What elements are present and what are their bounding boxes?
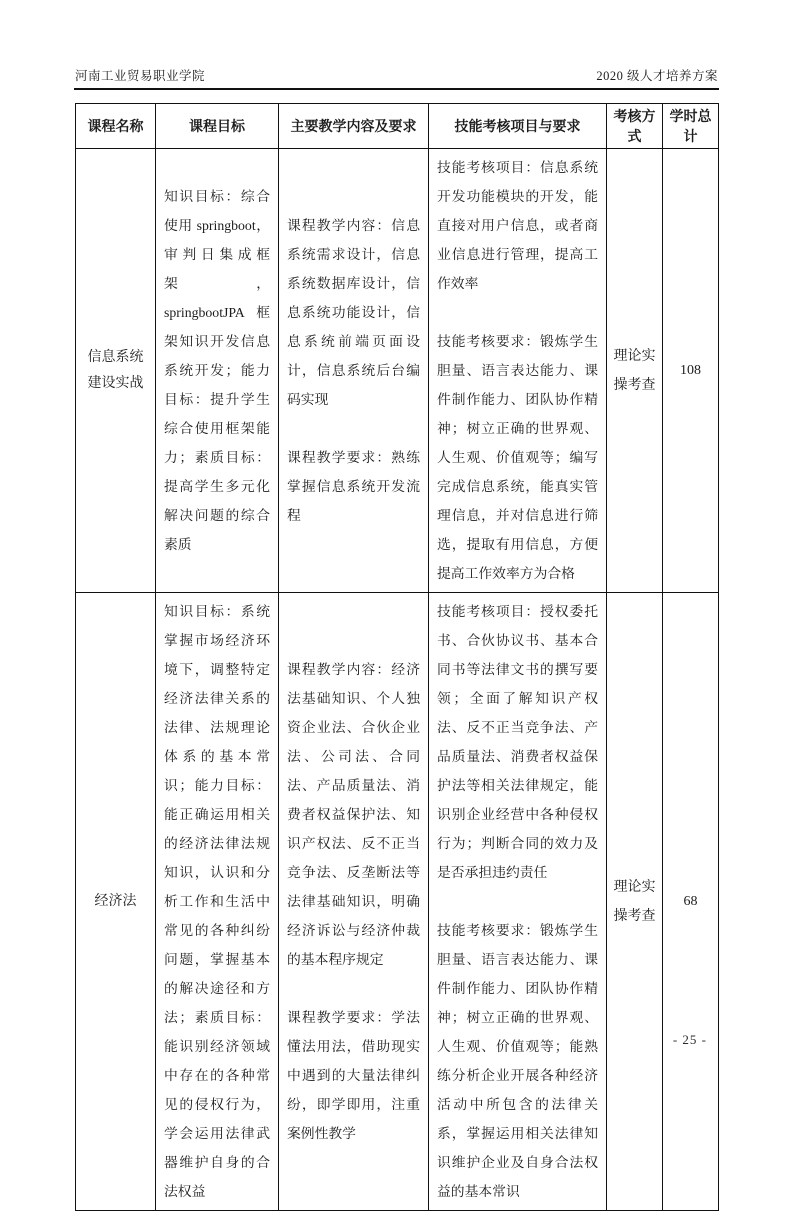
col-header-skill-assessment: 技能考核项目与要求 [429,104,607,149]
col-header-assessment-method: 考核方式 [607,104,663,149]
assessment-requirement-text: 技能考核要求：锻炼学生胆量、语言表达能力、课件制作能力、团队协作精神；树立正确的世界观、人生观、价值观等；编写完成信息系统，能真实管理信息，并对信息进行筛选，提取有用信息，方便提高工作效率方为合格 [437,334,598,581]
objectives-text: 知识目标：综合使用 springboot，审判日集成框架，springbootJPA 框架知识开发信息系统开发；能力目标：提升学生综合使用框架能力；素质目标：提高学生多元化解决问题的综合素质 [164,189,270,552]
cell-course-objectives [156,149,279,593]
col-header-course-name: 课程名称 [76,104,156,149]
table-header-row [76,104,719,149]
cell-assessment-method: 理论实操考查 [607,593,663,1211]
teaching-content-text: 课程教学内容：信息系统需求设计，信息系统数据库设计，信息系统功能设计，信息系统前端页面设计，信息系统后台编码实现 [287,218,420,407]
table-row-information-system [76,149,719,593]
assessment-requirement-text: 技能考核要求：锻炼学生胆量、语言表达能力、课件制作能力、团队协作精神；树立正确的世界观、人生观、价值观等；能熟练分析企业开展各种经济活动中所包含的法律关系，掌握运用相关法律知识维护企业及自身合法权益的基本常识 [437,923,598,1199]
cell-assessment-method: 理论实操考查 [607,149,663,593]
assessment-project-text: 技能考核项目：授权委托书、合伙协议书、基本合同书等法律文书的撰写要领；全面了解知识产权法、反不正当竞争法、产品质量法、消费者权益保护法等相关法律规定，能识别企业经营中各种侵权行为；判断合同的效力及是否承担违约责任 [437,604,598,880]
table-row-economic-law [76,593,719,1211]
teaching-requirement-text: 课程教学要求：熟练掌握信息系统开发流程 [287,450,420,523]
cell-course-name: 经济法 [76,593,156,1211]
assessment-project-text: 技能考核项目：信息系统开发功能模块的开发，能直接对用户信息，或者商业信息进行管理，提高工作效率 [437,160,598,291]
teaching-content-text: 课程教学内容：经济法基础知识、个人独资企业法、合伙企业法、公司法、合同法、产品质量法、消费者权益保护法、知识产权法、反不正当竞争法、反垄断法等法律基础知识，明确经济诉讼与经济仲裁的基本程序规定 [287,662,420,967]
objectives-text: 知识目标：系统掌握市场经济环境下，调整特定经济法律关系的法律、法规理论体系的基本常识；能力目标：能正确运用相关的经济法律法规知识，认识和分析工作和生活中常见的各种纠纷问题，掌握基本的解决途径和方法；素质目标：能识别经济领域中存在的各种常见的侵权行为，学会运用法律武器维护自身的合法权益 [164,604,270,1199]
cell-skill-assessment [429,149,607,593]
cell-course-objectives [156,593,279,1211]
header-divider [74,88,719,90]
cell-teaching-content [279,149,429,593]
col-header-objectives: 课程目标 [156,104,279,149]
cell-total-hours: 108 [663,149,719,593]
cell-total-hours: 68 [663,593,719,1211]
cell-course-name: 信息系统建设实战 [76,149,156,593]
course-table [75,103,719,1211]
cell-teaching-content [279,593,429,1211]
col-header-total-hours: 学时总计 [663,104,719,149]
col-header-teaching-content: 主要教学内容及要求 [279,104,429,149]
header-plan-title: 2020 级人才培养方案 [596,69,718,83]
page-number: - 25 - [672,1032,707,1047]
cell-skill-assessment [429,593,607,1211]
header-school-name: 河南工业贸易职业学院 [75,69,206,83]
teaching-requirement-text: 课程教学要求：学法懂法用法，借助现实中遇到的大量法律纠纷，即学即用，注重案例性教学 [287,1010,420,1141]
